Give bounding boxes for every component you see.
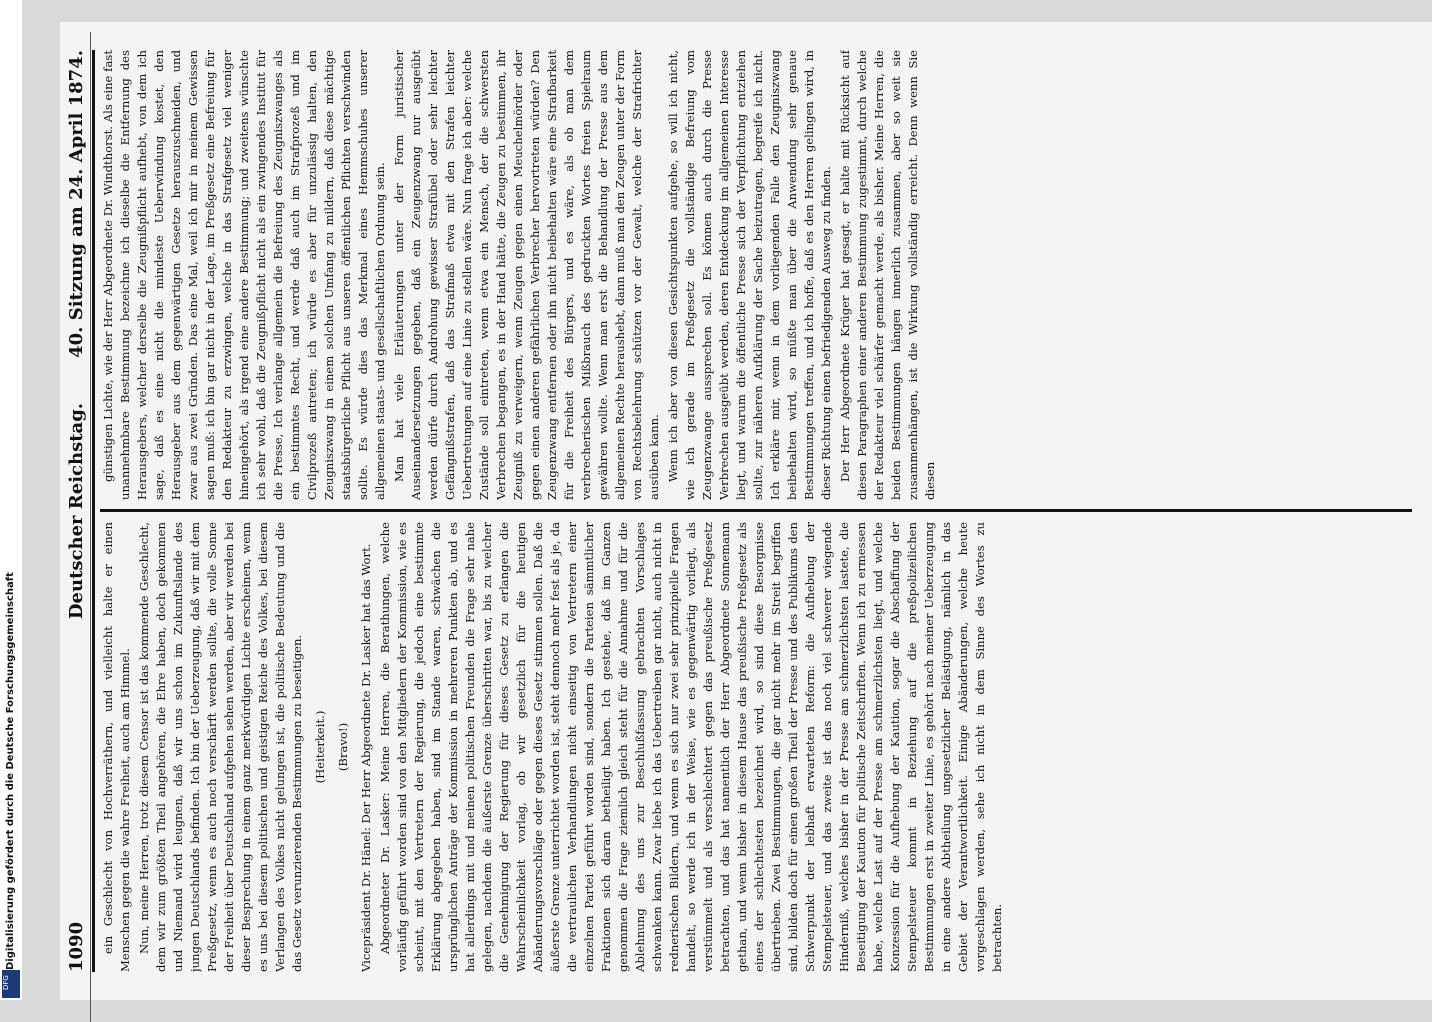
paragraph: (Heiterkeit.): [313, 710, 327, 784]
dfg-logo: [2, 970, 20, 998]
paragraph: ein Geschlecht von Hochverräthern, und vielleicht halte er einen Menschen gegen die wahre Freiheit, auch am Himmel.: [101, 522, 132, 972]
scanned-page: [60, 22, 1432, 1000]
session-title: 40. Sitzung am 24. April 1874.: [66, 50, 87, 358]
publication-title: Deutscher Reichstag.: [66, 402, 87, 620]
paragraph: Wenn ich aber von diesen Gesichtspunkten aufgehe, so will ich nicht, wie ich gerade im Preßgesetz die vollständige Befreiung vom Zeugenzwange aussprechen soll. Es können auch durch die Presse Verbrechen ausgeübt werden, deren Entdeckung im allgemeinen Interesse liegt, und warum die öffentliche Presse sich der Verpflichtung entziehen sollte, zur näheren Aufklärung der Sache beizutragen, begreife ich nicht. Ich erkläre mir, wenn in dem vorliegenden Falle den Zeugniszwang beibehalten wird, so müßte man über die Anwendung sehr genaue Bestimmungen treffen, und ich hoffe, daß es den Herren gelingen wird, in dieser Richtung einen befriedigenden Ausweg zu finden.: [666, 50, 833, 500]
left-column: [100, 522, 1412, 972]
paragraph: Man hat viele Erläuterungen unter der Form juristischer Auseinandersetzungen gegeben, daß ein Zeugenzwang nur ausgeübt werden dürfe durch Androhung gewisser Strafübel oder sehr leichter Gefängnißstrafen, daß das Strafmaß etwa mit den Strafen leichter Uebertretungen auf eine Linie zu stellen wäre. Nun frage ich aber: welche Zustände soll eintreten, wenn etwa ein Mensch, der die schwersten Verbrechen begangen, es in der Hand hätte, die Zeugen zu bestimmen, ihr Zeugniß zu verweigern, wenn Zeugen gegen einen Meuchelmörder oder gegen einen anderen gefährlichen Verbrecher hervortreten würden? Den Zeugenzwang entfernen oder ihn nicht beibehalten wäre eine Strafbarkeit für die Freiheit des Bürgers, und es wäre, als ob man dem verbrecherischen Mißbrauch des gedruckten Wortes freien Spielraum gewähren wollte. Wenn man erst die Behandlung der Presse aus dem allgemeinen Rechte heraushebt, dann muß man den Zeugen unter der Form von Rechtsbelehrung schützen vor der Gewalt, welche der Strafrichter ausüben kann.: [392, 50, 661, 500]
paragraph: Der Herr Abgeordnete Krüger hat gesagt, er halte mit Rücksicht auf diesen Paragraphen einer anderen Bestimmung zugestimmt, durch welche der Redakteur viel schärfer gemacht werde, als bisher. Meine Herren, die beiden Bestimmungen hängen innerlich zusammen, aber so weit sie zusammenhängen, ist die Wirkung vollständig erreicht. Denn wenn Sie diesen: [838, 50, 937, 500]
digitization-credit: Digitalisierung gefördert durch die Deutsche Forschungsgemeinschaft: [5, 572, 16, 970]
right-column: [100, 50, 1412, 500]
dfg-logo-text: DFG: [2, 975, 10, 990]
paragraph: (Bravo!): [336, 722, 350, 772]
paragraph: Vicepräsident Dr. Hänel: Der Herr Abgeordnete Dr. Lasker hat das Wort.: [359, 543, 373, 972]
page-header: [66, 50, 95, 972]
digitization-credit-strip: [0, 0, 22, 1000]
paragraph: Abgeordneter Dr. Lasker: Meine Herren, die Berathungen, welche vorläufig geführt worden sind von den Mitgliedern der Kommission, wie es scheint, mit den Vertretern der Regierung, die jedoch eine bestimmte Erklärung abgegeben haben, sind im Stande waren, schwächen die ursprünglichen Anträge der Kommission in mehreren Punkten ab, und es hat allerdings mit und meinen politischen Freunden die Frage sehr nahe gelegen, nachdem die äußerste Grenze überschritten war, bis zu welcher die Genehmigung der Regierung für dieses Gesetz zu erlangen die Wahrscheinlichkeit vorlag, ob wir gesetzlich für die heutigen Abänderungsvorschläge oder gegen dieses Gesetz stimmen sollen. Daß die äußerste Grenze unterrichtet worden ist, steht dennoch mehr fest als je, da die vertraulichen Verhandlungen nicht einseitig von Vertretern einer einzelnen Partei geführt worden sind, sondern die Parteien sämmtlicher Fraktionen sich daran betheiligt haben. Ich gestehe, daß im Ganzen genommen die Frage ziemlich gleich steht für die Annahme und für die Ablehnung des uns zur Beschlußfassung gebrachten Vorschlages schwanken kann. Zwar liebe ich das Uebertreiben gar nicht, auch nicht in rednerischen Bildern, und wenn es sich nur zwei sehr prinzipielle Fragen handelt, so werde ich in der Weise, wie es gegenwärtig vorliegt, als verstümmelt und als verschlechtert gegen das preußische Preßgesetz betrachten, und das hat namentlich der Herr Abgeordnete Sonnemann gethan, und wenn bisher in diesem Hause das preußische Preßgesetz als eines der schlechtesten bezeichnet wird, so sind diese Besorgnisse übertrieben. Zwei Bestimmungen, die gar nicht mehr im Streit begriffen sind, bilden doch für einen großen Theil der Presse und des Publikums den Schwerpunkt der lebhaft erwarteten Reform: die Aufhebung der Stempelsteuer, und das zweite ist das noch viel schwerer wiegende Hinderniß, welches bisher in der Presse am schmerzlichsten lastete, die Beseitigung der Kaution für politische Zeitschriften. Wenn ich zu ermessen habe, welche Last auf der Presse am schmerzlichsten liegt, und welche Konzession für die Aufhebung der Kaution, sogar die Abschaffung der Stempelsteuer kommt in Beziehung auf die preßpolizeilichen Bestimmungen erst in zweiter Linie, es gehört nach meiner Ueberzeugung in eine andere Abtheilung ungesetzlicher Belästigung, nämlich in das Gebiet der Verantwortlichkeit. Einige Abänderungen, welche heute vorgeschlagen werden, sehe ich nicht in dem Sinne des Wortes zu betrachten.: [378, 522, 1004, 972]
rotated-page: [60, 22, 1432, 1000]
paragraph: günstigen Lichte, wie der Herr Abgeordnete Dr. Windthorst. Als eine fast unannehmbare Bestimmung bezeichne ich dieselbe die Entfernung des Herausgebers, welcher derselbe die Zeugnißpflicht aufhebt, von dem ich sage, daß es eine nicht die mindeste Ueberwindung kostet, den Herausgeber aus dem gegenwärtigen Gesetze herauszuschneiden, und zwar aus zwei Gründen. Das eine Mal, weil ich mir in meinem Gewissen sagen muß: ich bin gar nicht in der Lage, im Preßgesetz eine Befreiung für den Redakteur zu erzwingen, welche in das Strafgesetz viel weniger hineingehört, als irgend eine andere Bestimmung; und zweitens wünschte ich sehr wohl, daß die Zeugnißpflicht nicht als ein zwingendes Institut für die Presse, Ich verlange allgemein die Befreiung des Zeugniszwanges als ein bestimmtes Recht, und werde daß auch im Strafprozeß und im Civilprozeß antreten; ich würde es aber für unzulässig halten, den Zeugniszwang in einem solchen Umfang zu mildern, daß diese mächtige staatsbürgerliche Pflicht aus unseren öffentlichen Pflichten verschwinden sollte. Es würde dies das Merkmal eines Hemmschuhes unserer allgemeinen staats- und gesellschaftlichen Ordnung sein.: [101, 50, 387, 500]
column-divider: [100, 509, 1412, 512]
page-number: 1090: [66, 921, 87, 972]
paragraph: Nun, meine Herren, trotz diesem Censor ist das kommende Geschlecht, dem wir zum größten Theil angehören, die Ehre haben, doch gekommen und Niemand wird leugnen, daß wir uns schon im Zukunftslande des jungen Deutschlands befinden. Ich bin der Ueberzeugung, daß wir mit dem Preßgesetz, wenn es auch noch verschärft werden sollte, die volle Sonne der Freiheit über Deutschland aufgehen sehen werden, aber wir werden bei dieser Besprechung in einem ganz merkwürdigen Lichte erscheinen, wenn es uns bei diesem politischen und geistigen Reiche des Volkes, bei diesem Verlangen des Volkes nicht gelungen ist, die politische Bedeutung und die das Gesetz verunzierenden Bestimmungen zu beseitigen.: [137, 522, 304, 972]
